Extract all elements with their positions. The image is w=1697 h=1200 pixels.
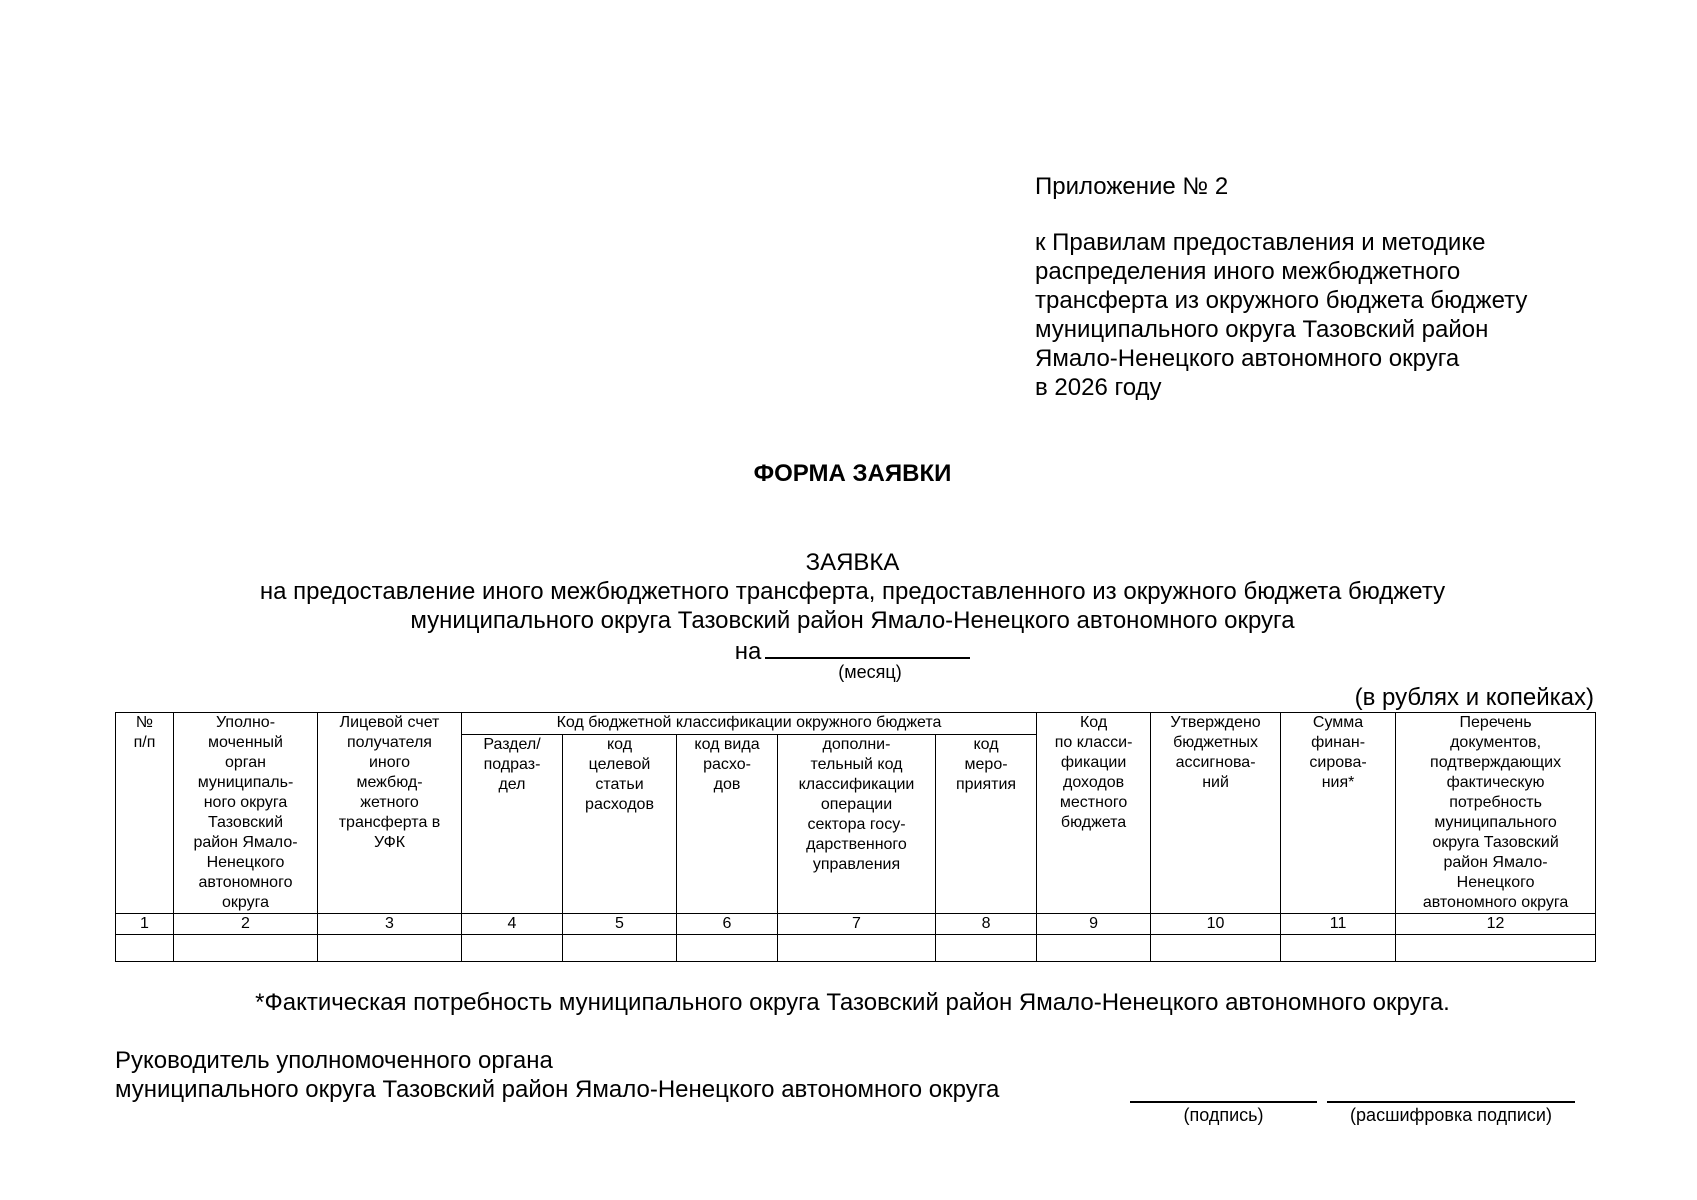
col-number: 4 [462, 914, 563, 935]
table-cell[interactable] [318, 935, 462, 962]
appendix-line: Ямало-Ненецкого автономного округа [1035, 345, 1460, 372]
col-number: 7 [778, 914, 936, 935]
request-table [115, 712, 1596, 962]
month-caption: (месяц) [838, 662, 902, 682]
signature-line [1130, 1101, 1317, 1103]
col-header-8: код меро- приятия [936, 735, 1037, 914]
appendix-line: распределения иного межбюджетного [1035, 258, 1461, 285]
table-cell[interactable] [1281, 935, 1396, 962]
signer-line-2: муниципального округа Тазовский район Ямало-Ненецкого автономного округа [115, 1076, 1000, 1103]
table-cell[interactable] [778, 935, 936, 962]
col-number: 1 [116, 914, 174, 935]
appendix-line: трансферта из окружного бюджета бюджету [1035, 287, 1528, 314]
table-cell[interactable] [462, 935, 563, 962]
col-group-header: Код бюджетной классификации окружного бюджета [462, 713, 1037, 735]
col-header-4: Раздел/ подраз- дел [462, 735, 563, 914]
appendix-line: в 2026 году [1035, 374, 1162, 401]
col-header-3: Лицевой счет получателя иного межбюд- жетного трансферта в УФК [318, 713, 462, 914]
decoding-line [1327, 1101, 1575, 1103]
col-number: 11 [1281, 914, 1396, 935]
table-cell[interactable] [936, 935, 1037, 962]
table-cell[interactable] [1037, 935, 1151, 962]
units-note: (в рублях и копейках) [1354, 684, 1594, 711]
col-header-10: Утверждено бюджетных ассигнова- ний [1151, 713, 1281, 914]
col-number: 5 [563, 914, 677, 935]
appendix-title: Приложение № 2 [1035, 173, 1229, 200]
table-cell[interactable] [677, 935, 778, 962]
request-na-label: на [734, 638, 762, 665]
month-blank-line [765, 635, 970, 659]
col-number: 6 [677, 914, 778, 935]
appendix-block [1035, 172, 1527, 402]
col-number: 8 [936, 914, 1037, 935]
col-header-11: Сумма финан- сирова- ния* [1281, 713, 1396, 914]
appendix-line: к Правилам предоставления и методике [1035, 229, 1486, 256]
request-line-1: на предоставление иного межбюджетного трансферта, предоставленного из окружного бюджета бюджету [259, 578, 1446, 605]
col-number: 2 [174, 914, 318, 935]
table-row [116, 935, 1596, 962]
signer-block [115, 1046, 999, 1104]
table-cell[interactable] [563, 935, 677, 962]
col-header-1: № п/п [116, 713, 174, 914]
col-number: 10 [1151, 914, 1281, 935]
decoding-caption: (расшифровка подписи) [1350, 1105, 1552, 1125]
signer-line-1: Руководитель уполномоченного органа [115, 1047, 553, 1074]
signature-caption: (подпись) [1183, 1105, 1264, 1125]
col-header-7: дополни- тельный код классификации операции сектора госу- дарственного управления [778, 735, 936, 914]
table-cell[interactable] [174, 935, 318, 962]
col-header-12: Перечень документов, подтверждающих фактическую потребность муниципального округа Тазовский район Ямало- Ненецкого автономного округа [1396, 713, 1596, 914]
col-number: 9 [1037, 914, 1151, 935]
footnote: *Фактическая потребность муниципального округа Тазовский район Ямало-Ненецкого автономного округа. [255, 989, 1450, 1016]
col-number: 12 [1396, 914, 1596, 935]
request-line-2: муниципального округа Тазовский район Ямало-Ненецкого автономного округа [410, 607, 1295, 634]
table-cell[interactable] [1151, 935, 1281, 962]
col-header-9: Код по класси- фикации доходов местного бюджета [1037, 713, 1151, 914]
request-heading [0, 548, 1697, 666]
request-title: ЗАЯВКА [805, 549, 900, 576]
table-cell[interactable] [1396, 935, 1596, 962]
col-header-5: код целевой статьи расходов [563, 735, 677, 914]
table-cell[interactable] [116, 935, 174, 962]
col-header-6: код вида расхо- дов [677, 735, 778, 914]
form-title: ФОРМА ЗАЯВКИ [753, 460, 952, 487]
col-header-2: Уполно- моченный орган муниципаль- ного округа Тазовский район Ямало- Ненецкого автономного округа [174, 713, 318, 914]
appendix-line: муниципального округа Тазовский район [1035, 316, 1489, 343]
col-number: 3 [318, 914, 462, 935]
